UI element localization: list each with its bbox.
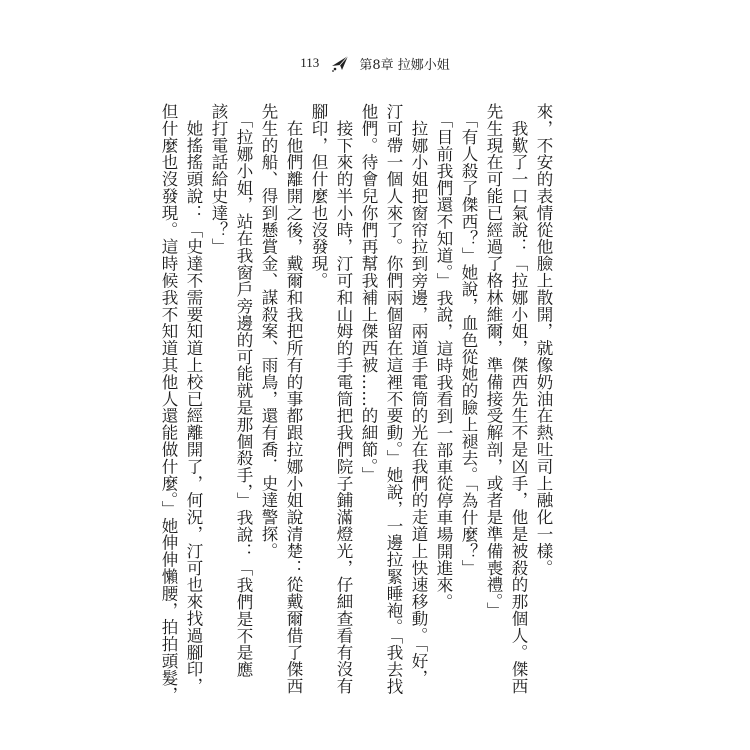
text-column: 腳印，但什麼也沒發現。 bbox=[309, 103, 328, 289]
text-column: 我歎了一口氣說：「拉娜小姐，傑西先生不是凶手，他是被殺的那個人。傑西 bbox=[509, 103, 528, 695]
text-column: 先生現在可能已經過了格林維爾，準備接受解剖，或者是準備喪禮。」 bbox=[484, 103, 503, 619]
running-header bbox=[0, 50, 750, 76]
text-column: 「拉娜小姐，站在我窗戶旁邊的可能就是那個殺手，」我說：「我們是不是應 bbox=[234, 103, 253, 678]
text-column: 但什麼也沒發現。這時候我不知道其他人還能做什麼。」她伸伸懶腰，拍拍頭髮， bbox=[159, 103, 178, 703]
text-column: 來，不安的表情從他臉上散開，就像奶油在熱吐司上融化一樣。 bbox=[534, 103, 553, 577]
chapter-title: 第8章 拉娜小姐 bbox=[359, 57, 450, 73]
text-column: 在他們離開之後，戴爾和我把所有的事都跟拉娜小姐說清楚：從戴爾借了傑西 bbox=[284, 103, 303, 695]
text-column: 接下來的半小時，汀可和山姆的手電筒把我們院子鋪滿燈光，仔細查看有沒有 bbox=[334, 103, 353, 695]
text-column: 「有人殺了傑西？」她說，血色從她的臉上褪去。「為什麼？」 bbox=[459, 103, 478, 577]
page-number: 113 bbox=[300, 55, 320, 70]
text-column: 拉娜小姐把窗帘拉到旁邊，兩道手電筒的光在我們的走道上快速移動。「好， bbox=[409, 103, 428, 687]
text-column: 汀可帶一個人來了。你們兩個留在這裡不要動。」她說，一邊拉緊睡袍。「我去找 bbox=[384, 103, 403, 695]
text-column: 他們。待會兒你們再幫我補上傑西被……的細節。」 bbox=[359, 103, 378, 484]
text-column: 她搖搖頭說：「史達不需要知道上校已經離開了，何況，汀可也來找過腳印， bbox=[184, 103, 203, 695]
vertical-text-body bbox=[156, 103, 556, 703]
paper-airplane-icon bbox=[329, 52, 351, 74]
text-column: 「目前我們還不知道。」我說，這時我看到一部車從停車場開進來。 bbox=[434, 103, 453, 611]
text-column: 先生的船、得到懸賞金、謀殺案、雨鳥，還有喬．史達警探。 bbox=[259, 103, 278, 560]
text-column: 該打電話給史達？」 bbox=[209, 103, 228, 256]
